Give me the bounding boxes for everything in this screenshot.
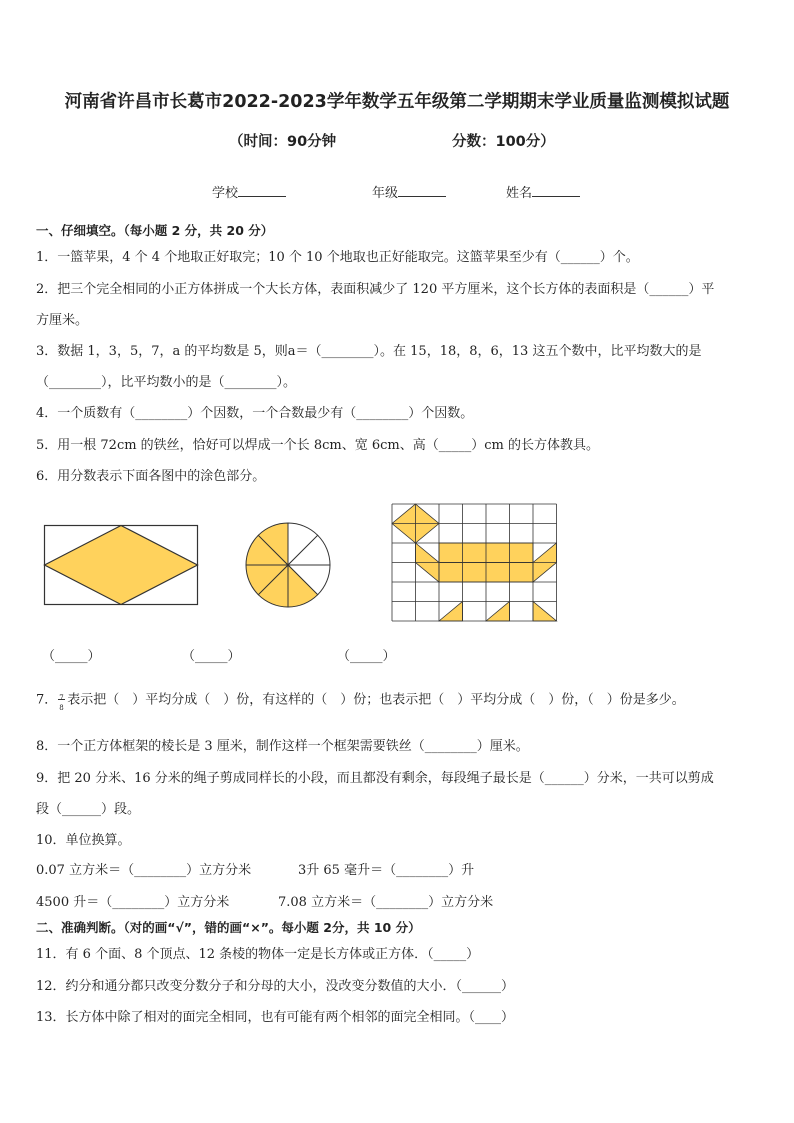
name-label: 姓名 bbox=[506, 186, 533, 201]
question-6: 6．用分数表示下面各图中的涂色部分。 bbox=[36, 469, 266, 484]
question-10-c: 4500 升＝（________）立方分米 bbox=[36, 895, 230, 910]
school-label: 学校 bbox=[212, 186, 239, 201]
shaded-leg-3 bbox=[533, 602, 557, 622]
question-10: 10．单位换算。 bbox=[36, 833, 131, 848]
question-2-line2: 方厘米。 bbox=[36, 313, 89, 328]
question-9-line1: 9．把 20 分米、16 分米的绳子剪成同样长的小段，而且都没有剩余，每段绳子最长是（______）分米，一共可以剪成 bbox=[36, 771, 714, 786]
name-field[interactable] bbox=[506, 182, 580, 201]
school-field[interactable] bbox=[212, 182, 286, 201]
school-blank[interactable] bbox=[238, 184, 286, 197]
question-11: 11．有 6 个面、8 个顶点、12 条棱的物体一定是长方体或正方体．（_____） bbox=[36, 947, 480, 962]
question-3-line1: 3．数据 1，3，5，7，a 的平均数是 5，则a＝（________）。在 15，18，8，6，13 这五个数中，比平均数大的是 bbox=[36, 344, 702, 359]
grade-label: 年级 bbox=[372, 186, 399, 201]
question-13: 13．长方体中除了相对的面完全相同，也有可能有两个相邻的面完全相同。（____） bbox=[36, 1010, 515, 1025]
exam-time: （时间：90分钟 bbox=[229, 134, 337, 150]
q6-answer-1[interactable]: （_____） bbox=[42, 649, 101, 664]
name-blank[interactable] bbox=[532, 184, 580, 197]
question-7 bbox=[36, 691, 685, 710]
question-10-a: 0.07 立方米＝（________）立方分米 bbox=[36, 863, 252, 878]
section2-heading: 二、准确判断。（对的画“√”，错的画“×”。每小题 2分，共 10 分） bbox=[36, 920, 421, 935]
q6-answer-3[interactable]: （_____） bbox=[337, 649, 396, 664]
exam-score: 分数：100分） bbox=[452, 134, 555, 150]
fraction-seven-eighths bbox=[57, 691, 67, 712]
fraction-denominator: 8 bbox=[59, 704, 64, 712]
question-3-line2: （________），比平均数小的是（________）。 bbox=[36, 375, 297, 390]
question-10-d: 7.08 立方米＝（________）立方分米 bbox=[278, 895, 494, 910]
q6-answer-2[interactable]: （_____） bbox=[182, 649, 241, 664]
question-7-text: 表示把（ ）平均分成（ ）份，有这样的（ ）份；也表示把（ ）平均分成（ ）份，（ ）份是多少。 bbox=[67, 692, 685, 708]
figure-circle-eighths bbox=[240, 522, 336, 608]
grade-field[interactable] bbox=[372, 182, 446, 201]
figure-rhombus-in-rectangle bbox=[44, 525, 198, 605]
shaded-leg-2 bbox=[486, 602, 510, 622]
question-5: 5．用一根 72cm 的铁丝，恰好可以焊成一个长 8cm、宽 6cm、高（_____）cm 的长方体教具。 bbox=[36, 438, 599, 453]
shaded-leg-1 bbox=[439, 602, 463, 622]
question-4: 4．一个质数有（________）个因数，一个合数最少有（________）个因数。 bbox=[36, 406, 474, 421]
section1-heading: 一、仔细填空。（每小题 2 分，共 20 分） bbox=[36, 223, 274, 238]
grade-blank[interactable] bbox=[398, 184, 446, 197]
question-12: 12．约分和通分都只改变分数分子和分母的大小，没改变分数值的大小．（______） bbox=[36, 979, 515, 994]
question-7-number: 7． bbox=[36, 692, 58, 708]
question-2-line1: 2．把三个完全相同的小正方体拼成一个大长方体，表面积减少了 120 平方厘米，这个长方体的表面积是（______）平 bbox=[36, 282, 715, 297]
question-1: 1．一篮苹果，4 个 4 个地取正好取完；10 个 10 个地取也正好能取完。这篮苹果至少有（______）个。 bbox=[36, 250, 639, 265]
question-9-line2: 段（______）段。 bbox=[36, 802, 141, 817]
page-title: 河南省许昌市长葛市2022-2023学年数学五年级第二学期期末学业质量监测模拟试题 bbox=[64, 92, 730, 112]
fraction-numerator: 7 bbox=[59, 694, 64, 702]
figure-grid-shapes bbox=[392, 504, 558, 622]
question-8: 8．一个正方体框架的棱长是 3 厘米，制作这样一个框架需要铁丝（________）厘米。 bbox=[36, 739, 529, 754]
question-10-b: 3升 65 毫升＝（________）升 bbox=[298, 863, 475, 878]
